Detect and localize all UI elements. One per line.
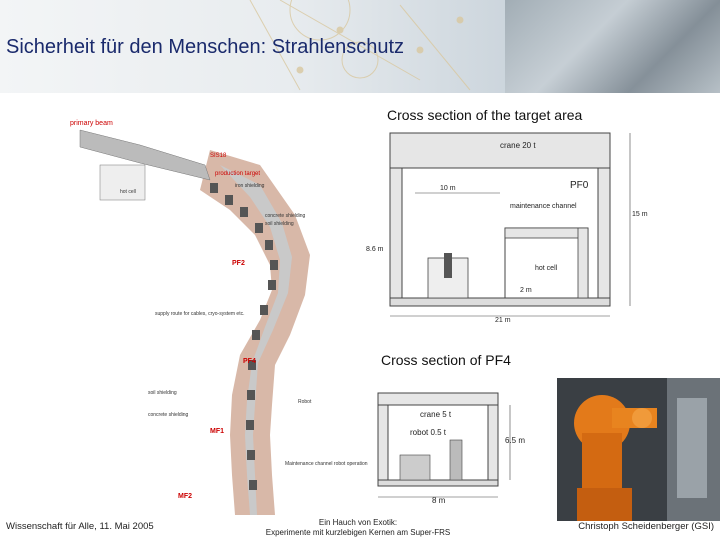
concrete-shielding-label: concrete shielding — [265, 213, 306, 219]
mf2-label: MF2 — [178, 493, 192, 500]
pf4-cross-section — [370, 385, 550, 505]
footer-center — [248, 518, 468, 538]
frs-layout-diagram — [60, 105, 380, 525]
height-8-6m-label: 8.6 m — [366, 246, 384, 253]
soil-shielding-label: soil shielding — [265, 221, 294, 227]
crane-20t-label: crane 20 t — [500, 141, 536, 150]
mf1-label: MF1 — [210, 428, 224, 435]
page-title: Sicherheit für den Menschen: Strahlenschutz — [6, 36, 404, 58]
maintenance-channel-label: maintenance channel — [510, 203, 577, 210]
pf2-label: PF2 — [232, 260, 245, 267]
footer-center-line1: Ein Hauch von Exotik: — [318, 518, 398, 527]
dim-2m-label: 2 m — [520, 287, 532, 294]
concrete-shielding-label-2: concrete shielding — [148, 412, 189, 418]
pf4-height-label: 6.5 m — [505, 436, 526, 445]
maintenance-channel-label: Maintenance channel robot operation — [285, 461, 368, 467]
pf0-label: PF0 — [570, 180, 589, 191]
robot-weight-label: robot 0.5 t — [410, 428, 447, 437]
height-15m-label: 15 m — [632, 211, 648, 218]
supply-route-label: supply route for cables, cryo-system etc. — [155, 311, 245, 317]
crane-5t-label: crane 5 t — [420, 410, 452, 419]
target-area-cross-section — [360, 128, 660, 323]
pf4-width-label: 8 m — [432, 496, 446, 505]
footer-center-line2: Experimente mit kurzlebigen Kernen am Super-FRS — [265, 528, 451, 537]
target-area-caption: Cross section of the target area — [387, 107, 583, 123]
sis18-label: SIS18 — [210, 153, 227, 159]
iron-shielding-label: iron shielding — [235, 183, 265, 189]
footer-right: Christoph Scheidenberger (GSI) — [578, 521, 714, 532]
pf4-caption: Cross section of PF4 — [381, 352, 511, 368]
robot-label: Robot — [298, 399, 312, 405]
robot-photo-graphic — [557, 378, 720, 521]
hot-cell-target-label: hot cell — [535, 265, 558, 272]
width-21m-label: 21 m — [495, 317, 511, 323]
primary-beam-label: primary beam — [70, 120, 113, 127]
header-accelerator-photo — [505, 0, 720, 93]
footer-left: Wissenschaft für Alle, 11. Mai 2005 — [6, 521, 154, 532]
soil-shielding-label-2: soil shielding — [148, 390, 177, 396]
width-10m-label: 10 m — [440, 185, 456, 192]
header-banner — [0, 0, 720, 93]
pf4-label: PF4 — [243, 358, 256, 365]
hot-cell-label: hot cell — [120, 189, 136, 195]
robot-photo — [557, 378, 720, 521]
production-target-label: production target — [215, 171, 261, 177]
